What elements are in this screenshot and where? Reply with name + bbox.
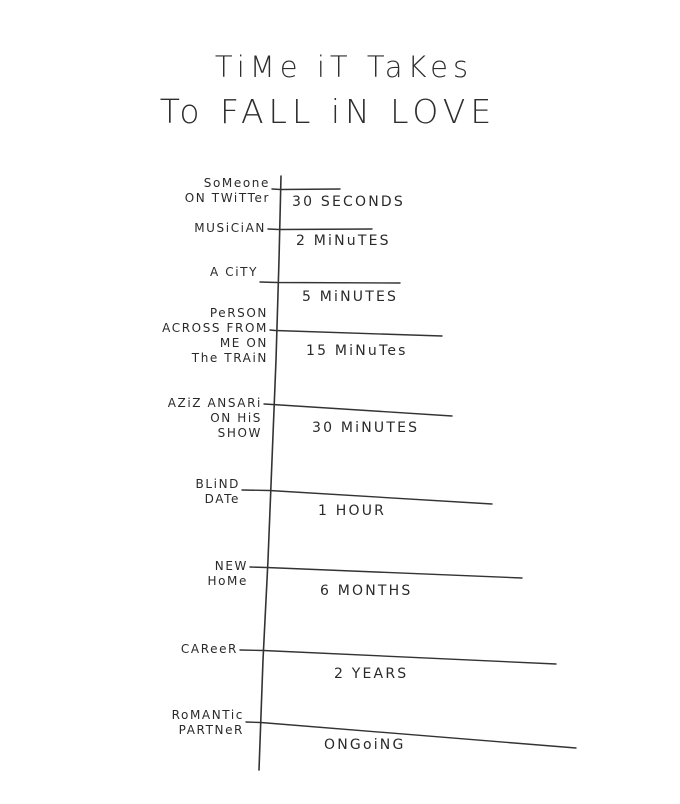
timeline-vertical-axis — [259, 176, 281, 770]
duration-label: 5 MiNUTES — [302, 289, 399, 305]
row-divider-line — [246, 722, 576, 748]
category-label: RoMANTic PARTNeR — [171, 708, 244, 737]
category-label: CAReeR — [180, 642, 238, 656]
duration-label: 15 MiNuTes — [306, 343, 408, 359]
row-divider-line — [270, 330, 442, 336]
row-divider-line — [260, 282, 400, 283]
category-label: MUSiCiAN — [194, 221, 266, 235]
row-divider-line — [264, 404, 452, 416]
row-divider-line — [250, 567, 522, 578]
row-divider-line — [268, 229, 372, 230]
row-divider-line — [272, 189, 340, 190]
category-label: BLiND DATe — [195, 477, 240, 506]
category-label: SoMeone ON TWiTTer — [184, 176, 270, 205]
duration-label: 1 HOUR — [318, 503, 387, 519]
row-divider-line — [242, 490, 492, 504]
duration-label: 2 YEARS — [334, 666, 409, 682]
duration-label: ONGoiNG — [324, 737, 406, 753]
row-divider-line — [240, 650, 556, 664]
duration-label: 30 MiNUTES — [312, 420, 420, 436]
duration-label: 2 MiNuTES — [296, 233, 391, 249]
category-label: PeRSON ACROSS FROM ME ON The TRAiN — [162, 306, 268, 365]
category-label: AZiZ ANSARi ON HiS SHOW — [167, 396, 262, 440]
duration-label: 6 MONTHS — [320, 583, 413, 599]
category-label: A CiTY — [210, 265, 258, 279]
title-line-1: TiMe iT TaKes — [214, 50, 474, 84]
title-line-2: To FALL iN LOVE — [159, 92, 497, 131]
duration-label: 30 SECONDS — [292, 194, 405, 210]
category-label: NEW HoMe — [207, 559, 248, 588]
